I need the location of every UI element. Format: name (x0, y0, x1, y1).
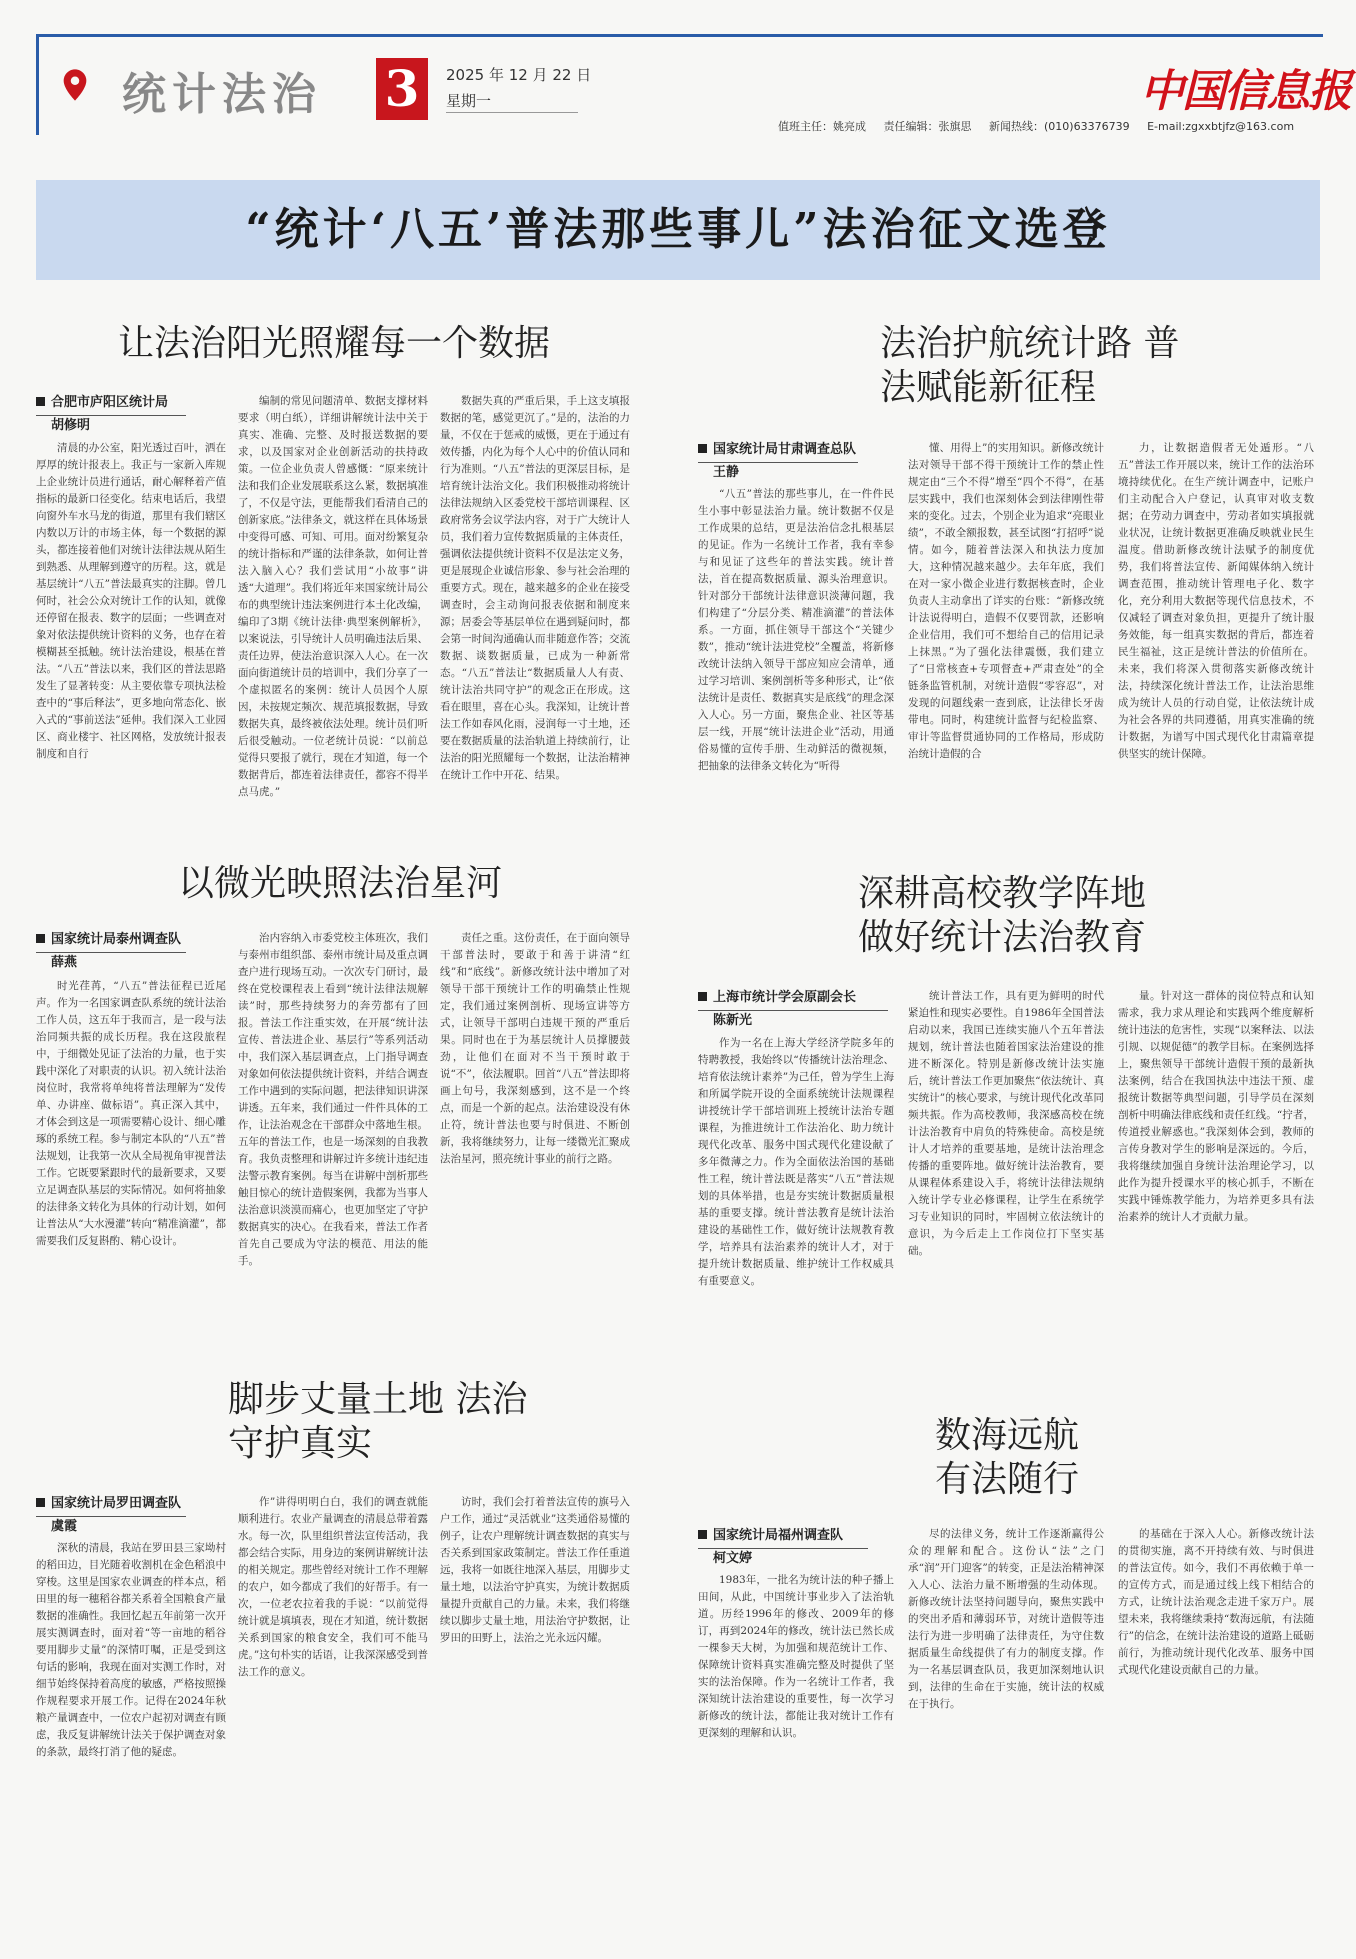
author-org: 国家统计局福州调查队 (713, 1528, 844, 1543)
article-column: 量。针对这一群体的岗位特点和认知需求，我力求从理论和实践两个维度解析统计违法的危害性，实现“以案释法、以法引规、以规促德”的教学目标。在案例选择上，聚焦领导干部统计造假干预的最新执法案例，结合在我国执法中违法干预、虚报统计数据等典型问题，引导学员在深刻剖析中明确法律底线和责任红线。“拧者，传道授业解惑也。”我深刻体会到，教师的言传身教对学生的影响是深远的。今后，我将继续加强自身统计法治理论学习，以此作为提升授课水平的核心抓手，不断在实践中锤炼教学能力，为培养更多具有法治素养的统计人才贡献力量。 (1118, 990, 1314, 1223)
article-byline (36, 930, 186, 972)
article-headline: 让法治阳光照耀每一个数据 (118, 323, 551, 364)
duty-director: 值班主任：姚亮成 (778, 120, 866, 133)
responsible-editor: 责任编辑：张旗思 (883, 120, 972, 133)
author-org: 合肥市庐阳区统计局 (51, 395, 169, 410)
article-byline (698, 1526, 868, 1568)
author-name: 陈新光 (698, 1010, 888, 1030)
author-org: 国家统计局甘肃调查总队 (713, 442, 857, 457)
newspaper-logo: 中国信息报 (1140, 66, 1350, 117)
section-title: 统计法治 (122, 69, 322, 120)
news-hotline: 新闻热线：(010)63376739 (989, 120, 1130, 133)
article-column: 访时，我们会打着普法宣传的旗号入户工作，通过“灵活就业”这类通俗易懂的例子，让农户理解统计调查数据的真实与否关系到国家政策制定。普法工作任重道远，我将一如既往地深入基层，用脚步丈量土地，以法治守护真实，为统计数据质量提升贡献自己的力量。未来，我们将继续以脚步丈量土地，用法治守护数据，让罗田的田野上，法治之光永远闪耀。 (440, 1496, 630, 1644)
article-column: 的基础在于深入人心。新修改统计法的贯彻实施，离不开持续有效、与时俱进的普法宣传。如今，我们不再依赖于单一的宣传方式，而是通过线上线下相结合的方式，让统计法治观念走进千家万户。展望未来，我将继续秉持“数海远航，有法随行”的信念，在统计法治建设的道路上砥砺前行，为推动统计现代化改革、服务中国式现代化建设贡献自己的力量。 (1118, 1528, 1314, 1676)
issue-weekday: 星期一 (446, 92, 492, 110)
author-org: 上海市统计学会原副会长 (713, 990, 857, 1005)
article-headline: 数海远航 有法随行 (934, 1415, 1079, 1500)
article-column: 作为一名在上海大学经济学院多年的特聘教授，我始终以“传播统计法治理念、培育依法统计素养”为己任，曾为学生上海和所属学院开设的全面系统统计法规课程讲授统计学干部培训班上授统计法治专题课程，为推进统计工作法治化、助力统计现代化改革、服务中国式现代化建设献了多年微薄之力。作为全面依法治国的基础性工程，统计普法既是落实“八五”普法规划的具体举措，也是夯实统计数据质量根基的重要支撑。统计普法教育是统计法治建设的基础性工作，做好统计法规教育教学，培养具有法治素养的统计人才，对于提升统计数据质量、维护统计工作权威具有重要意义。 (698, 1037, 894, 1287)
article-column: 尽的法律义务，统计工作逐渐赢得公众的理解和配合。这份认“法”之门承“润”开门迎客”的转变，正是法治精神深入人心、法治力量不断增强的生动体现。新修改统计法坚持问题导向，聚焦实践中的突出矛盾和薄弱环节，对统计造假等违法行为进一步明确了法律责任，为守住数据质量生命线提供了有力的制度支撑。作为一名基层调查队员，我更加深刻地认识到，法律的生命在于实施，统计法的权威在于执行。 (908, 1528, 1104, 1710)
article-byline (698, 988, 888, 1030)
author-name: 胡修明 (36, 415, 186, 435)
article-column: 1983年，一批名为统计法的种子播上田间，从此，中国统计事业步入了法治轨道。历经1996年的修改、2009年的修订，再到2024年的修改，统计法已然长成一棵参天大树，为加强和规范统计工作、保障统计资料真实准确完整及时提供了坚实的法治保障。作为一名统计工作者，我深知统计法治建设的重要性，每一次学习新修改的统计法，都能让我对统计工作有更深刻的理解和认识。 (698, 1574, 894, 1739)
article-headline: 脚步丈量土地 法治守护真实 (228, 1379, 528, 1464)
date-divider (446, 112, 578, 113)
article-column: 责任之重。这份责任，在于面向领导干部普法时，要敢于和善于讲清“红线”和“底线”。新修改统计法中增加了对领导干部干预统计工作的明确禁止性规定，我们通过案例剖析、现场宣讲等方式，让领导干部明白违规干预的严重后果。同时也在于为基层统计人员撑腰鼓劲，让他们在面对不当干预时敢于说“不”，依法履职。回首“八五”普法即将画上句号，我深刻感到，这不是一个终点，而是一个新的起点。法治建设没有休止符，统计普法也要与时俱进、不断创新，我将继续努力，让每一缕微光汇聚成法治星河，照亮统计事业的前行之路。 (440, 932, 630, 1165)
author-name: 薛燕 (36, 952, 186, 972)
article-headline: 法治护航统计路 普法赋能新征程 (880, 323, 1180, 408)
article-byline (36, 1494, 186, 1536)
author-name: 虞霞 (36, 1516, 186, 1536)
article-byline (36, 393, 186, 435)
email: E-mail:zgxxbtjfz@163.com (1147, 120, 1295, 133)
page-number: 3 (376, 58, 428, 120)
article-column: 力，让数据造假者无处遁形。“八五”普法工作开展以来，统计工作的法治环境持续优化。在生产统计调查中，记账户们主动配合入户登记，认真审对收支数据；在劳动力调查中，劳动者如实填报就业状况，让统计数据更准确反映就业民生温度。借助新修改统计法赋予的制度优势，我们将普法宣传、新闻媒体纳入统计调查范围，推动统计管理电子化、数字化，充分利用大数据等现代信息技术，不仅减轻了调查对象负担，更提升了统计服务效能，每一组真实数据的背后，都连着民生福祉，这正是统计普法的价值所在。未来，我们将深入贯彻落实新修改统计法，持续深化统计普法工作，让法治思维成为统计人员的行动自觉，让依法统计成为社会各界的共同遵循，用真实准确的统计数据，为谱写中国式现代化甘肃篇章提供坚实的统计保障。 (1118, 442, 1314, 760)
article-column: 时光荏苒，“八五”普法征程已近尾声。作为一名国家调查队系统的统计法治工作人员，这五年于我而言，是一段与法治同频共振的成长历程。我在这段旅程中，于细微处见证了法治的力量，也于实践中深化了对职责的认识。初入统计法治岗位时，我常将单纯将普法理解为“发传单、办讲座、做标语”。真正深入其中，才体会到这是一项需要精心设计、细心雕琢的系统工程。参与制定本队的“八五”普法规划，让我第一次从全局视角审视普法工作。它既要紧跟时代的最新要求，又要立足调查队基层的实际情况。如何将抽象的法律条文转化为具体的行动计划，如何让普法从“大水漫灌”转向“精准滴灌”，都需要我们反复斟酌、精心设计。 (36, 980, 226, 1247)
feature-banner: “统计‘八五’普法那些事儿”法治征文选登 (36, 180, 1320, 280)
article-column: 清晨的办公室，阳光透过百叶，洒在厚厚的统计报表上。我正与一家新入库规上企业统计员进行通话，耐心解释着产值指标的最新口径变化。结束电话后，我望向窗外车水马龙的街道，那里有我们辖区内数以万计的市场主体，每一个数据的源头，都连接着他们对统计法律法规从陌生到熟悉、从理解到遵守的历程。这，就是基层统计“八五”普法最真实的注脚。曾几何时，社会公众对统计工作的认知，就像还停留在报表、数字的层面；一些调查对象对依法提供统计资料的义务，也存在着模糊甚至抵触。统计法治建设，根基在普法。“八五”普法以来，我们区的普法思路发生了显著转变：从主要依靠专项执法检查中的“事后释法”，更多地向常态化、嵌入式的“事前送法”延伸。我们深入工业园区、商业楼宇、社区网格，发放统计报表制度和自行 (36, 442, 226, 760)
article-column: 作”讲得明明白白，我们的调查就能顺利进行。农业产量调查的清晨总带着露水。每一次，队里组织普法宣传活动，我都会结合实际，用身边的案例讲解统计法的相关规定。那些曾经对统计工作不理解的农户，如今都成了我们的好帮手。有一次，一位老农拉着我的手说：“以前觉得统计就是填填表，现在才知道，统计数据关系到国家的粮食安全，我们可不能马虎。”这句朴实的话语，让我深深感受到普法工作的意义。 (238, 1496, 428, 1678)
article-column: 懂、用得上”的实用知识。新修改统计法对领导干部不得干预统计工作的禁止性规定由“三个不得”增至“四个不得”，在基层实践中，我们也深刻体会到法律刚性带来的变化。过去，个别企业为追求“亮眼业绩”，不敢全额报数，甚至试图“打招呼”说情。如今，随着普法深入和执法力度加大，这种情况越来越少。去年年底，我们在对一家小微企业进行数据核查时，企业负责人主动拿出了详实的台账：“新修改统计法说得明白，造假不仅要罚款，还影响企业信用，我们可不想给自己的信用记录上抹黑。”为了强化法律震慑，我们建立了“日常核查+专项督查+严肃查处”的全链条监管机制，对统计造假“零容忍”，对发现的问题线索一查到底，让法律长牙齿带电。同时，构建统计监督与纪检监察、审计等监督贯通协同的工作格局，形成防治统计造假的合 (908, 442, 1104, 760)
article-headline: 深耕高校教学阵地 做好统计法治教育 (858, 873, 1147, 958)
article-column: 治内容纳入市委党校主体班次，我们与泰州市组织部、泰州市统计局及重点调查户进行现场互动。一次次专门研讨，最终在党校课程表上看到“统计法律法规解读”时，那些持续努力的奔劳都有了回报。普法工作注重实效，在开展“统计法宣传、普法进企业、基层行”等系列活动中，我们深入基层调查点，上门指导调查对象如何依法提供统计资料，并结合调查工作中遇到的实际问题，把法律知识讲深讲透。五年来，我们通过一件件具体的工作，让法治观念在干部群众中落地生根。五年的普法工作，也是一场深刻的自我教育。我负责整理和讲解过许多统计违纪违法警示教育案例。每当在讲解中剖析那些触目惊心的统计造假案例，我都为当事人法治意识淡漠而痛心，也更加坚定了守护数据真实的决心。在我看来，普法工作者首先自己要成为守法的模范、用法的能手。 (238, 932, 428, 1267)
author-name: 柯文婷 (698, 1548, 868, 1568)
issue-date: 2025 年 12 月 22 日 (446, 66, 592, 84)
article-column: “八五”普法的那些事儿，在一件件民生小事中彰显法治力量。统计数据不仅是工作成果的总结，更是法治信念扎根基层的见证。作为一名统计工作者，我有幸参与和见证了这些年的普法实践。统计普法，首在提高数据质量、源头治理意识。针对部分干部统计法律意识淡薄问题，我们构建了“分层分类、精准滴灌”的普法体系。一方面，抓住领导干部这个“关键少数”，推动“统计法进党校”全覆盖，将新修改统计法纳入领导干部应知应会清单，通过学习培训、案例剖析等多种形式，让“依法统计是责任、数据真实是底线”的理念深入人心。另一方面，聚焦企业、社区等基层一线，开展“统计法进企业”活动，用通俗易懂的宣传手册、生动鲜活的微视频，把抽象的法律条文转化为“听得 (698, 488, 894, 772)
author-name: 王静 (698, 462, 858, 482)
article-column: 数据失真的严重后果，手上这支填报数据的笔，感觉更沉了。”是的，法治的力量，不仅在于惩戒的威慑，更在于通过有效传播，内化为每个人心中的价值认同和行为准则。“八五”普法的更深层目标，是培育统计法治文化。我们积极推动将统计法律法规纳入区委党校干部培训课程、区政府常务会议学法内容，对于广大统计人员，我们着力宣传数据质量的主体责任，强调依法提供统计资料不仅是法定义务，更是展现企业诚信形象、参与社会治理的重要方式。现在，越来越多的企业在接受调查时，会主动询问报表依据和制度来源；居委会等基层单位在遇到疑问时，都会第一时间沟通确认而非随意作答；交流数据、谈数据质量，已成为一种新常态。“八五”普法让“数据质量人人有责、统计法治共同守护”的观念正在形成。这看在眼里，喜在心头。我深知，让统计普法工作如春风化雨，浸润每一寸土地，还要在数据质量的法治轨道上持续前行，让法治的阳光照耀每一个数据，让法治精神在统计工作中开花、结果。 (440, 395, 630, 781)
article-byline (698, 440, 858, 482)
article-column: 统计普法工作，具有更为鲜明的时代紧迫性和现实必要性。自1986年全国普法启动以来，我国已连续实施八个五年普法规划，统计普法也随着国家法治建设的推进不断深化。特别是新修改统计法实施后，统计普法工作更加聚焦“依法统计、真实统计”的核心要求，与统计现代化改革同频共振。作为高校教师，我深感高校在统计法治教育中肩负的特殊使命。高校是统计人才培养的重要基地，是统计法治理念传播的重要阵地。做好统计法治教育，要从课程体系建设入手，将统计法律法规纳入统计学专业必修课程，让学生在系统学习专业知识的同时，牢固树立依法统计的意识，为今后走上工作岗位打下坚实基础。 (908, 990, 1104, 1257)
editor-info (778, 118, 1308, 134)
author-org: 国家统计局罗田调查队 (51, 1496, 182, 1511)
location-pin-icon (58, 68, 92, 102)
article-column: 编制的常见问题清单、数据支撑材料要求（明白纸），详细讲解统计法中关于真实、准确、完整、及时报送数据的要求，以及国家对企业创新活动的扶持政策。一位企业负责人曾感慨：“原来统计法和我们企业发展联系这么紧，数据填准了，不仅是守法，更能帮我们看清自己的创新家底。”法律条文，就这样在具体场景中变得可感、可知、可用。面对纷繁复杂的统计指标和严谨的法律条款，如何让普法入脑入心？我们尝试用“小故事”讲透“大道理”。我们将近年来国家统计局公布的典型统计违法案例进行本土化改编，编印了3期《统计法律·典型案例解析》，以案说法，引导统计人员明确违法后果、责任边界，使法治意识深入人心。在一次面向街道统计员的培训中，我们分享了一个虚拟匿名的案例：统计人员因个人原因，未按规定频次、规范填报数据，导致数据失真，最终被依法处理。统计员们听后很受触动。一位老统计员说：“以前总觉得只要报了就行，现在才知道，每一个数据背后，都连着法律责任，都容不得半点马虎。” (238, 395, 428, 798)
author-org: 国家统计局泰州调查队 (51, 932, 182, 947)
article-column: 深秋的清晨，我站在罗田县三家坳村的稻田边，目光随着收割机在金色稻浪中穿梭。这里是国家农业调查的样本点，稻田里的每一穗稻谷都关系着全国粮食产量数据的准确性。我回忆起五年前第一次开展实测调查时，面对着“等一亩地的稻谷要用脚步丈量”的深情叮嘱，正是受到这句话的影响，我现在面对实测工作时，对细节始终保持着高度的敏感，严格按照操作规程要求开展工作。记得在2024年秋粮产量调查中，一位农户起初对调查有顾虑，我反复讲解统计法关于保护调查对象的条款，最终打消了他的疑虑。 (36, 1542, 226, 1758)
article-headline: 以微光映照法治星河 (178, 863, 503, 904)
